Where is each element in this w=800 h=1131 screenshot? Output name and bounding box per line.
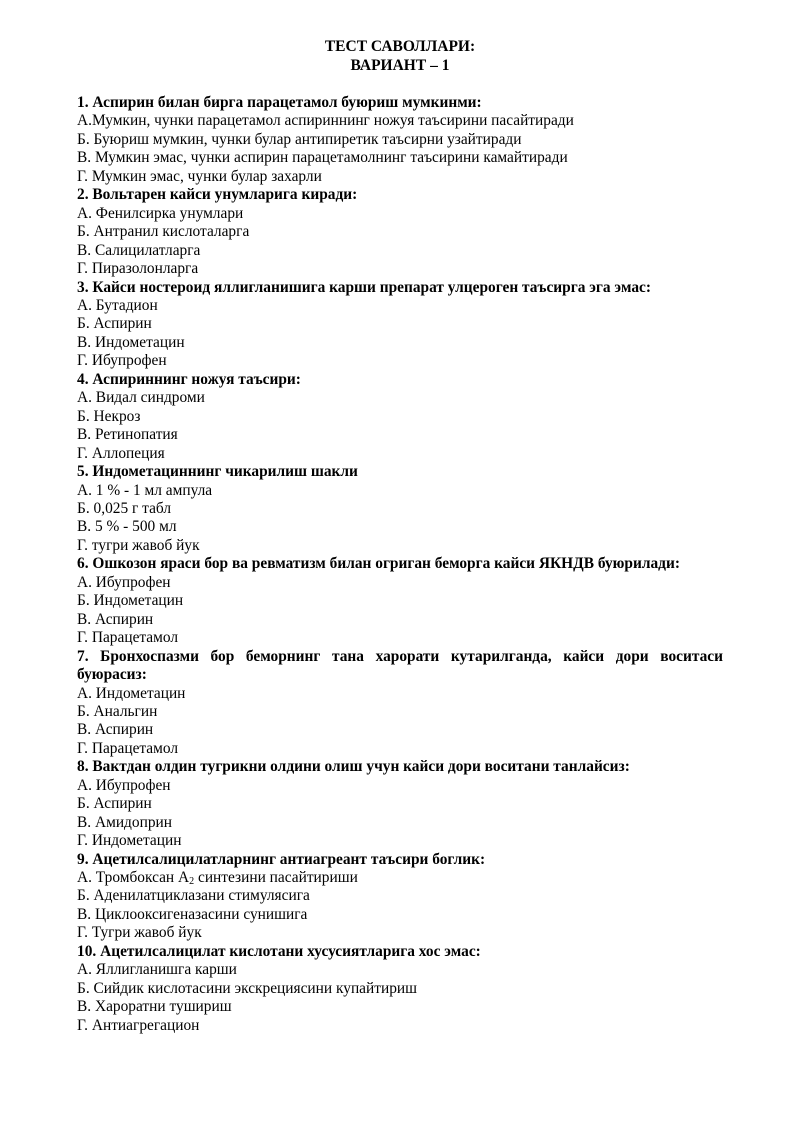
question-text: 9. Ацетилсалицилатларнинг антиагреант таъсири боглик:: [77, 850, 486, 868]
subscript-index: 2: [189, 876, 195, 888]
question-text: 10. Ацетилсалицилат кислотани хусусиятларига хос эмас:: [77, 942, 481, 960]
answer-option-start: А. Тромбоксан А: [77, 869, 190, 887]
question-block: [77, 463, 723, 555]
answer-option: В. Аспирин: [77, 721, 154, 739]
question-block: [77, 371, 723, 463]
document-variant: ВАРИАНТ – 1: [350, 57, 450, 74]
answer-option: Г. Тугри жавоб йук: [77, 924, 202, 942]
question-text: 4. Аспириннинг ножуя таъсири:: [77, 370, 301, 388]
question-text: 8. Вактдан олдин тугрикни олдини олиш учун кайси дори воситани танлайсиз:: [77, 758, 630, 776]
answer-option: Б. Некроз: [77, 407, 141, 425]
answer-option: Г. Антиагрегацион: [77, 1016, 200, 1034]
answer-option: В. Аспирин: [77, 610, 154, 628]
question-text: 7. Бронхоспазми бор беморнинг тана харорати кутарилганда, кайси дори воситаси буюрасиз:: [77, 647, 723, 684]
answer-option: В. Салицилатларга: [77, 241, 201, 259]
question-text: 1. Аспирин билан бирга парацетамол буюриш мумкинми:: [77, 94, 482, 111]
answer-option: Г. Аллопеция: [77, 444, 165, 462]
answer-option: Б. Антранил кислоталарга: [77, 223, 250, 241]
question-text: 6. Ошкозон яраси бор ва ревматизм билан огриган беморга кайси ЯКНДВ буюрилади:: [77, 555, 680, 573]
questions-list: [77, 94, 723, 1035]
question-block: [77, 851, 723, 943]
answer-option: Г. Индометацин: [77, 832, 182, 850]
answer-option: Б. Аспирин: [77, 795, 152, 813]
question-block: [77, 555, 723, 647]
answer-option: В. Хароратни тушириш: [77, 998, 232, 1016]
document-title: ТЕСТ САВОЛЛАРИ:: [324, 38, 476, 55]
answer-option: Б. Индометацин: [77, 592, 184, 610]
answer-option: Г. Парацетамол: [77, 739, 179, 757]
answer-option: В. Циклооксигеназасини сунишига: [77, 905, 308, 923]
question-text: 5. Индометациннинг чикарилиш шакли: [77, 463, 358, 481]
answer-option: А.Мумкин, чунки парацетамол аспириннинг ножуя таъсирини пасайтиради: [77, 112, 574, 130]
answer-option: Б. Аспирин: [77, 315, 152, 333]
answer-option: А. Бутадион: [77, 296, 158, 314]
answer-option: А. 1 % - 1 мл ампула: [77, 481, 213, 499]
answer-option: А. Фенилсирка унумлари: [77, 204, 244, 222]
answer-option: В. 5 % - 500 мл: [77, 518, 177, 536]
answer-option: А. Ибупрофен: [77, 573, 171, 591]
answer-option: Г. Пиразолонларга: [77, 260, 199, 278]
question-text: 2. Вольтарен кайси унумларига киради:: [77, 186, 358, 204]
question-block: [77, 186, 723, 278]
answer-option: [77, 869, 723, 887]
answer-option: В. Амидоприн: [77, 813, 172, 831]
answer-option: А. Видал синдроми: [77, 389, 205, 407]
question-block: [77, 648, 723, 759]
answer-option: Г. Ибупрофен: [77, 352, 167, 370]
answer-option: Б. Аденилатциклазани стимулясига: [77, 887, 310, 905]
question-block: [77, 94, 723, 186]
answer-option: В. Индометацин: [77, 333, 185, 351]
question-block: [77, 758, 723, 850]
answer-option: В. Мумкин эмас, чунки аспирин парацетамолнинг таъсирини камайтиради: [77, 149, 568, 167]
answer-option: Г. Мумкин эмас, чунки булар захарли: [77, 167, 322, 185]
answer-option: Б. Анальгин: [77, 702, 158, 720]
question-block: [77, 279, 723, 371]
question-block: [77, 943, 723, 1035]
answer-option: Г. тугри жавоб йук: [77, 536, 200, 554]
answer-option: А. Ибупрофен: [77, 776, 171, 794]
question-text: 3. Кайси ностероид яллигланишига карши препарат улцероген таъсирга эга эмас:: [77, 278, 651, 296]
answer-option-end: синтезини пасайтириши: [194, 869, 358, 887]
answer-option: В. Ретинопатия: [77, 426, 178, 444]
answer-option: А. Яллигланишга карши: [77, 961, 237, 979]
answer-option: Б. 0,025 г табл: [77, 499, 172, 517]
answer-option: Г. Парацетамол: [77, 629, 179, 647]
answer-option: Б. Сийдик кислотасини экскрециясини купайтириш: [77, 979, 417, 997]
answer-option: А. Индометацин: [77, 684, 186, 702]
answer-option: Б. Буюриш мумкин, чунки булар антипиретик таъсирни узайтиради: [77, 130, 522, 148]
